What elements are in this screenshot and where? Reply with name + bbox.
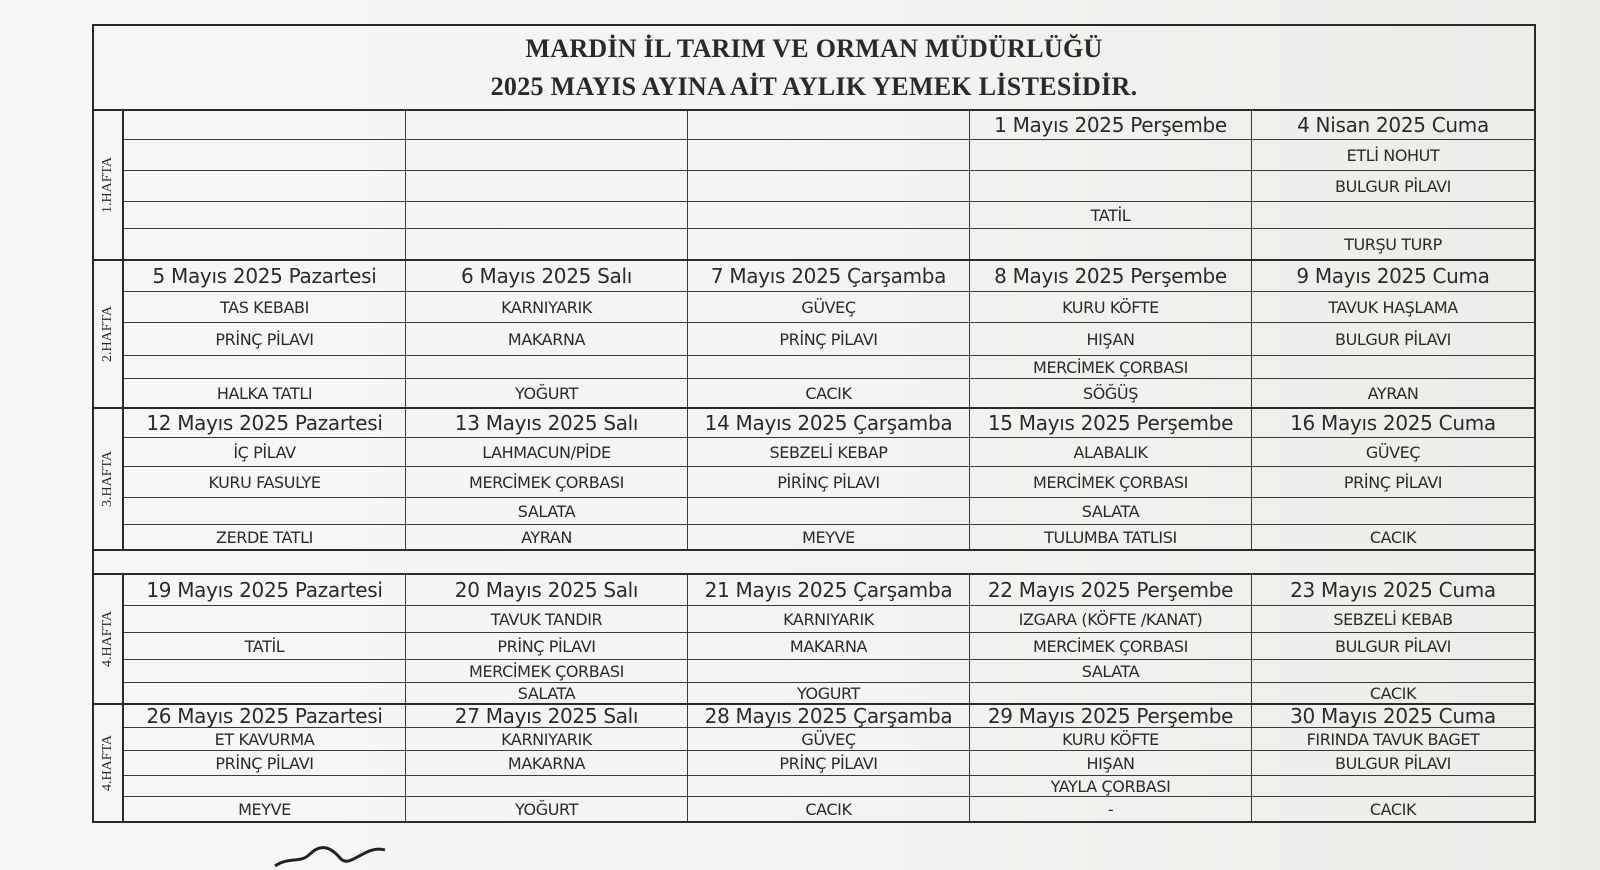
menu-item [124,606,405,633]
day-date: 30 Mayıs 2025 Cuma [1252,705,1534,728]
menu-item: SEBZELİ KEBAB [1252,606,1534,633]
menu-item [970,171,1251,202]
menu-item: CACIK [1369,799,1417,819]
day-date: 6 Mayıs 2025 Salı [406,261,687,292]
day-column [406,261,688,407]
day-column [1252,409,1534,549]
day-date: 9 Mayıs 2025 Cuma [1252,261,1534,292]
menu-item: İÇ PİLAV [124,438,405,467]
menu-item: SALATA [970,660,1251,683]
menu-item [1252,776,1534,797]
menu-item: CACIK [1369,683,1417,703]
menu-item: GÜVEÇ [688,292,969,323]
day-column [124,705,406,821]
menu-item: AYRAN [521,527,572,547]
menu-item [124,202,405,229]
menu-item: HIŞAN [970,323,1251,356]
menu-item: SALATA [970,498,1251,525]
signature-mark [270,836,390,870]
menu-item: KURU KÖFTE [970,292,1251,323]
menu-item: PRİNÇ PİLAVI [124,323,405,356]
day-date: 13 Mayıs 2025 Salı [406,409,687,438]
menu-item: HIŞAN [970,751,1251,776]
menu-item [406,229,687,259]
day-date: 1 Mayıs 2025 Perşembe [970,111,1251,140]
menu-item: MEYVE [238,799,291,819]
day-date: 19 Mayıs 2025 Pazartesi [124,575,405,606]
menu-item: MERCİMEK ÇORBASI [970,356,1251,379]
day-date: 4 Nisan 2025 Cuma [1252,111,1534,140]
menu-item: TULUMBA TATLISI [1044,527,1177,547]
day-date [124,111,405,140]
day-column [406,705,688,821]
menu-item [124,498,405,525]
document-title [94,26,1534,111]
menu-item [124,171,405,202]
menu-item: YOĞURT [515,799,578,819]
menu-item [688,498,969,525]
menu-item [688,140,969,171]
week-label [94,261,124,407]
menu-item: GÜVEÇ [688,728,969,751]
day-date: 23 Mayıs 2025 Cuma [1252,575,1534,606]
menu-item: YOĞURT [515,383,578,403]
menu-item: TURŞU TURP [1344,234,1442,254]
day-column [406,409,688,549]
menu-item [1252,660,1534,683]
menu-item [688,202,969,229]
menu-item: BULGUR PİLAVI [1252,633,1534,660]
menu-item: LAHMACUN/PİDE [406,438,687,467]
menu-item: TAVUK HAŞLAMA [1252,292,1534,323]
menu-item: KARNIYARIK [688,606,969,633]
menu-item: ZERDE TATLI [216,527,313,547]
menu-item [688,229,969,259]
week-row [94,705,1534,821]
menu-item [1252,202,1534,229]
day-column [688,261,970,407]
menu-item: GÜVEÇ [1252,438,1534,467]
menu-item [1252,356,1534,379]
day-date: 28 Mayıs 2025 Çarşamba [688,705,969,728]
day-date: 12 Mayıs 2025 Pazartesi [124,409,405,438]
week-label-text: 3.HAFTA [100,450,115,508]
week-label-text: 2.HAFTA [100,305,115,363]
menu-item: KURU KÖFTE [970,728,1251,751]
day-column [970,111,1252,259]
menu-item [688,356,969,379]
day-column [688,705,970,821]
title-line-2: 2025 MAYIS AYINA AİT AYLIK YEMEK LİSTESİDİR. [490,72,1138,101]
menu-item [124,229,405,259]
menu-item: HALKA TATLI [216,383,313,403]
day-column [124,111,406,259]
day-column [688,111,970,259]
menu-item [406,202,687,229]
week-gap [94,551,1534,575]
menu-item: KURU FASULYE [124,467,405,498]
menu-item: SÖĞÜŞ [1082,383,1139,403]
title-line-1: MARDİN İL TARIM VE ORMAN MÜDÜRLÜĞÜ [525,34,1103,63]
menu-item [124,140,405,171]
week-label-text: 4.HAFTA [100,610,115,668]
menu-item: YAYLA ÇORBASI [970,776,1251,797]
day-column [124,409,406,549]
menu-item: BULGUR PİLAVI [1252,751,1534,776]
menu-item: ET KAVURMA [124,728,405,751]
day-column [688,575,970,703]
menu-item [124,660,405,683]
day-column [1252,705,1534,821]
menu-item: MERCİMEK ÇORBASI [970,467,1251,498]
menu-item: TATİL [124,633,405,660]
menu-item: BULGUR PİLAVI [1252,323,1534,356]
day-column [124,575,406,703]
menu-item: MERCİMEK ÇORBASI [970,633,1251,660]
day-date: 26 Mayıs 2025 Pazartesi [124,705,405,728]
day-column [970,575,1252,703]
day-date: 5 Mayıs 2025 Pazartesi [124,261,405,292]
menu-item: PRİNÇ PİLAVI [688,751,969,776]
menu-item: CACIK [805,383,852,403]
menu-item: MAKARNA [406,323,687,356]
week-row [94,111,1534,261]
menu-item: ETLİ NOHUT [1252,140,1534,171]
day-column [970,705,1252,821]
menu-item: PRİNÇ PİLAVI [406,633,687,660]
menu-item: TAS KEBABI [124,292,405,323]
day-date: 22 Mayıs 2025 Perşembe [970,575,1251,606]
menu-item [124,683,405,703]
week-label-text: 1.HAFTA [100,156,115,214]
menu-item [970,683,1251,703]
menu-item [124,356,405,379]
menu-item [406,171,687,202]
day-column [124,261,406,407]
day-date [406,111,687,140]
day-column [1252,261,1534,407]
menu-item: BULGUR PİLAVI [1252,171,1534,202]
menu-item: AYRAN [1367,383,1419,403]
menu-item: KARNIYARIK [406,728,687,751]
week-label [94,705,124,821]
menu-item: MAKARNA [406,751,687,776]
menu-item: MERCİMEK ÇORBASI [406,660,687,683]
week-row [94,409,1534,551]
menu-item: FIRINDA TAVUK BAGET [1252,728,1534,751]
week-label-text: 4.HAFTA [100,734,115,792]
menu-item: SEBZELİ KEBAP [688,438,969,467]
week-label [94,575,124,703]
menu-item: TAVUK TANDIR [406,606,687,633]
day-column [1252,111,1534,259]
menu-item [406,776,687,797]
week-label [94,111,124,259]
day-date: 29 Mayıs 2025 Perşembe [970,705,1251,728]
day-column [970,261,1252,407]
menu-item [406,140,687,171]
menu-item: MERCİMEK ÇORBASI [406,467,687,498]
day-date [688,111,969,140]
menu-item [970,140,1251,171]
menu-item: MEYVE [802,527,855,547]
day-column [970,409,1252,549]
menu-item: ALABALIK [970,438,1251,467]
day-date: 20 Mayıs 2025 Salı [406,575,687,606]
menu-item: PİRİNÇ PİLAVI [688,467,969,498]
menu-item: PRİNÇ PİLAVI [124,751,405,776]
day-column [406,111,688,259]
menu-item: IZGARA (KÖFTE /KANAT) [970,606,1251,633]
day-date: 14 Mayıs 2025 Çarşamba [688,409,969,438]
menu-item [688,660,969,683]
menu-item: - [1107,799,1114,819]
day-date: 21 Mayıs 2025 Çarşamba [688,575,969,606]
day-column [1252,575,1534,703]
weeks-container [94,111,1534,821]
week-row [94,261,1534,409]
menu-item: TATİL [970,202,1251,229]
day-column [406,575,688,703]
menu-item: YOGURT [797,683,860,703]
menu-item [688,776,969,797]
menu-item: MAKARNA [688,633,969,660]
menu-item [970,229,1251,259]
week-row [94,575,1534,705]
menu-item [1252,498,1534,525]
day-date: 27 Mayıs 2025 Salı [406,705,687,728]
menu-item: KARNIYARIK [406,292,687,323]
menu-item: PRİNÇ PİLAVI [1252,467,1534,498]
menu-item [406,356,687,379]
menu-item: SALATA [406,498,687,525]
day-date: 15 Mayıs 2025 Perşembe [970,409,1251,438]
week-label [94,409,124,549]
menu-item: PRİNÇ PİLAVI [688,323,969,356]
menu-item [124,776,405,797]
menu-item [688,171,969,202]
menu-table [92,24,1536,823]
day-date: 16 Mayıs 2025 Cuma [1252,409,1534,438]
menu-item: CACIK [1369,527,1417,547]
menu-item: CACIK [805,799,852,819]
day-date: 7 Mayıs 2025 Çarşamba [688,261,969,292]
menu-item: SALATA [517,683,576,703]
day-date: 8 Mayıs 2025 Perşembe [970,261,1251,292]
day-column [688,409,970,549]
